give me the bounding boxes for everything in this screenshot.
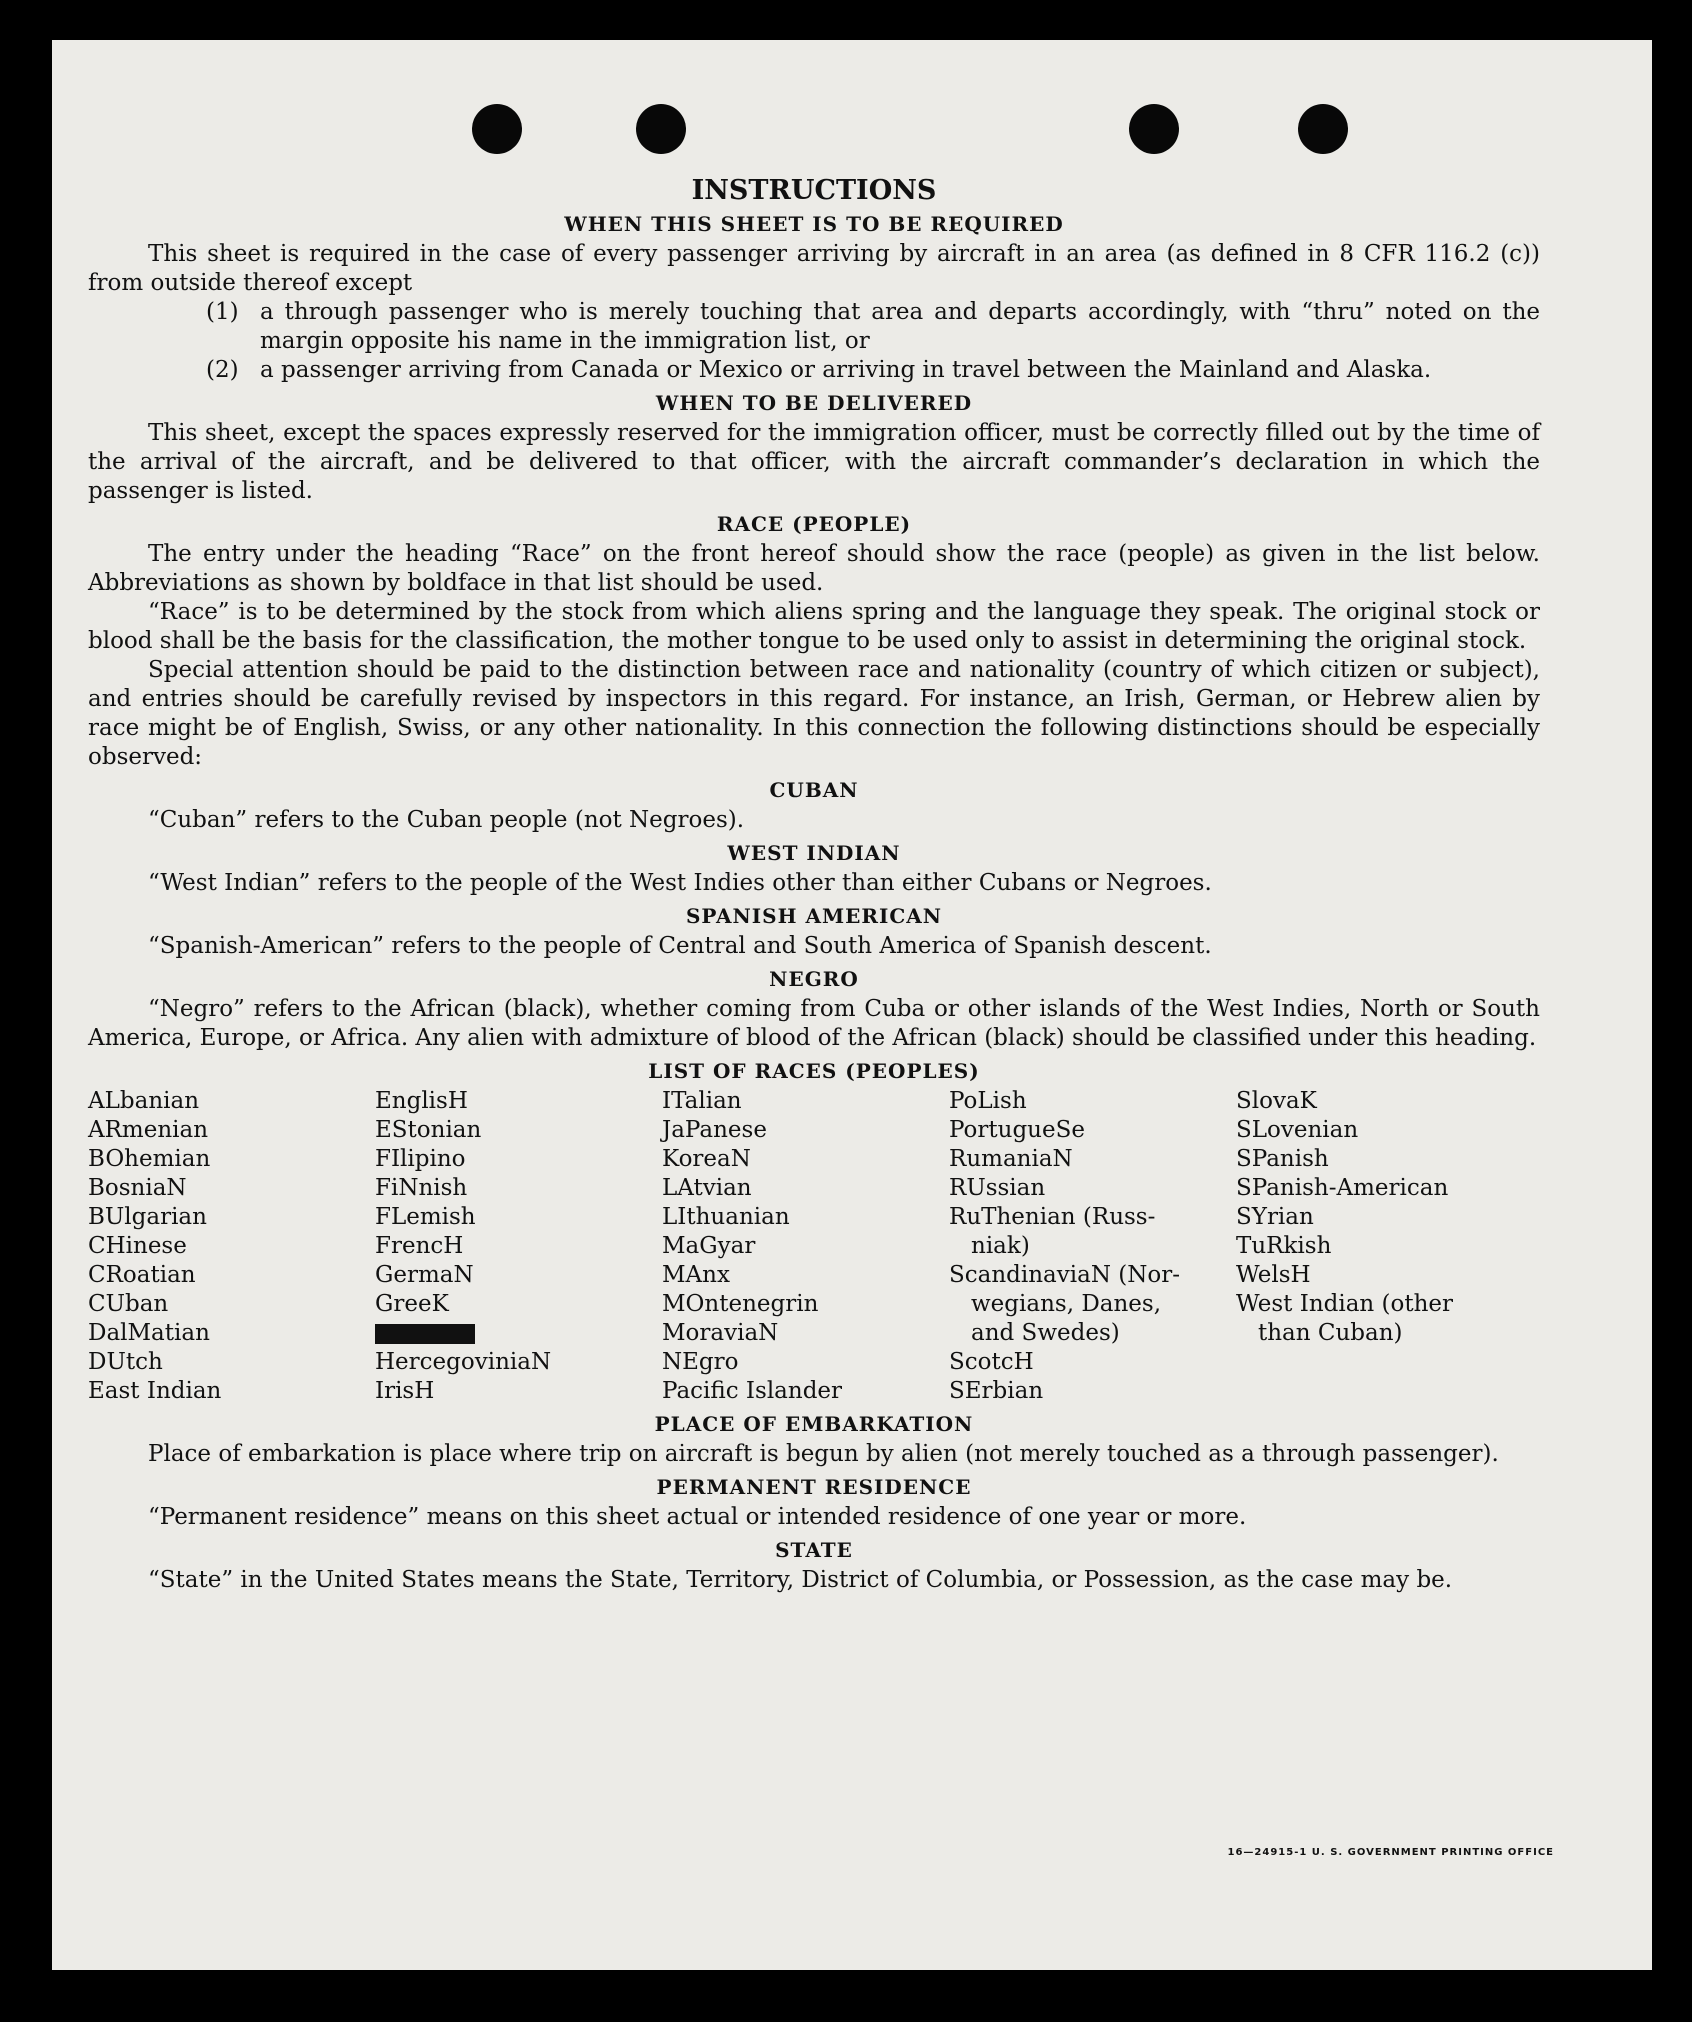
race-item: and Swedes) xyxy=(971,1320,1120,1346)
race-list xyxy=(88,1087,1540,1406)
heading-list-of-races: LIST OF RACES (PEOPLES) xyxy=(648,1059,980,1083)
item-text: a passenger arriving from Canada or Mexico or arriving in travel between the Mainland and Alaska. xyxy=(260,357,1432,383)
race-column xyxy=(88,1087,375,1406)
race-item: RUssian xyxy=(949,1175,1046,1201)
instructions-body xyxy=(88,175,1540,1595)
punch-hole xyxy=(636,104,686,154)
race-item: niak) xyxy=(971,1233,1030,1259)
race-paragraph: The entry under the heading “Race” on the front hereof should show the race (people) as given in the list below. Abbreviations as shown by boldface in that list should be used. xyxy=(88,541,1540,596)
race-item: ALbanian xyxy=(88,1088,200,1114)
race-item: SYrian xyxy=(1236,1204,1314,1230)
embarkation-text: Place of embarkation is place where trip on aircraft is begun by alien (not merely touched as a through passenger). xyxy=(148,1441,1499,1467)
heading-when-required: WHEN THIS SHEET IS TO BE REQUIRED xyxy=(564,212,1064,236)
item-number: (1) xyxy=(206,299,239,325)
race-item: PortugueSe xyxy=(949,1117,1085,1143)
heading-embarkation: PLACE OF EMBARKATION xyxy=(654,1412,974,1436)
race-item: West Indian (other xyxy=(1236,1291,1454,1317)
punch-hole xyxy=(472,104,522,154)
race-item: MoraviaN xyxy=(662,1320,779,1346)
race-item: LAtvian xyxy=(662,1175,752,1201)
when-delivered-text: This sheet, except the spaces expressly reserved for the immigration officer, must be correctly filled out by the time of the arrival of the aircraft, and be delivered to that officer, with the aircraft commander’s declaration in which the passenger is listed. xyxy=(88,420,1540,504)
west-indian-text: “West Indian” refers to the people of the West Indies other than either Cubans or Negroes. xyxy=(148,870,1212,896)
race-column xyxy=(662,1087,949,1406)
redacted-entry xyxy=(375,1319,662,1348)
exception-item xyxy=(88,298,1540,356)
race-column xyxy=(949,1087,1236,1406)
race-item: MaGyar xyxy=(662,1233,756,1259)
race-item: FLemish xyxy=(375,1204,476,1230)
document-page xyxy=(52,40,1652,1970)
punch-hole xyxy=(1129,104,1179,154)
race-item: HercegoviniaN xyxy=(375,1349,552,1375)
heading-west-indian: WEST INDIAN xyxy=(727,841,901,865)
heading-race: RACE (PEOPLE) xyxy=(716,512,912,536)
race-item: wegians, Danes, xyxy=(971,1291,1162,1317)
race-item: SLovenian xyxy=(1236,1117,1359,1143)
heading-state: STATE xyxy=(775,1538,853,1562)
race-item: RumaniaN xyxy=(949,1146,1073,1172)
race-item: CHinese xyxy=(88,1233,187,1259)
printer-imprint: 16—24915-1 U. S. GOVERNMENT PRINTING OFFICE xyxy=(1227,1847,1554,1858)
race-item: KoreaN xyxy=(662,1146,751,1172)
race-item: CRoatian xyxy=(88,1262,196,1288)
race-item: DUtch xyxy=(88,1349,163,1375)
race-column xyxy=(1236,1087,1523,1406)
race-item: LIthuanian xyxy=(662,1204,790,1230)
race-item: BOhemian xyxy=(88,1146,211,1172)
race-item: NEgro xyxy=(662,1349,739,1375)
race-item: than Cuban) xyxy=(1258,1320,1403,1346)
negro-text: “Negro” refers to the African (black), whether coming from Cuba or other islands of the West Indies, North or South America, Europe, or Africa. Any alien with admixture of blood of the African (black) should be classified under this heading. xyxy=(88,996,1540,1051)
heading-cuban: CUBAN xyxy=(769,778,859,802)
race-paragraph: “Race” is to be determined by the stock from which aliens spring and the language they speak. The original stock or blood shall be the basis for the classification, the mother tongue to be used only to assist in determining the original stock. xyxy=(88,599,1540,654)
race-item: East Indian xyxy=(88,1378,222,1404)
race-item: SlovaK xyxy=(1236,1088,1317,1114)
spanish-american-text: “Spanish-American” refers to the people of Central and South America of Spanish descent. xyxy=(148,933,1212,959)
race-item: FIlipino xyxy=(375,1146,466,1172)
punch-hole xyxy=(1298,104,1348,154)
heading-when-delivered: WHEN TO BE DELIVERED xyxy=(655,391,973,415)
race-item: MOntenegrin xyxy=(662,1291,819,1317)
race-item: DalMatian xyxy=(88,1320,210,1346)
race-item: CUban xyxy=(88,1291,169,1317)
race-item: BosniaN xyxy=(88,1175,187,1201)
race-item: ScotcH xyxy=(949,1349,1034,1375)
race-item: SPanish-American xyxy=(1236,1175,1449,1201)
race-item: EnglisH xyxy=(375,1088,468,1114)
race-item: RuThenian (Russ- xyxy=(949,1204,1156,1230)
race-item: BUlgarian xyxy=(88,1204,207,1230)
exception-item xyxy=(88,356,1540,385)
race-item: GermaN xyxy=(375,1262,474,1288)
heading-negro: NEGRO xyxy=(769,967,859,991)
race-column xyxy=(375,1087,662,1406)
state-text: “State” in the United States means the State, Territory, District of Columbia, or Possession, as the case may be. xyxy=(148,1567,1453,1593)
race-paragraph: Special attention should be paid to the distinction between race and nationality (country of which citizen or subject), and entries should be carefully revised by inspectors in this regard. For instance, an Irish, German, or Hebrew alien by race might be of English, Swiss, or any other nationality. In this connection the following distinctions should be especially observed: xyxy=(88,657,1540,770)
race-item: EStonian xyxy=(375,1117,482,1143)
race-item: FrencH xyxy=(375,1233,464,1259)
when-required-intro: This sheet is required in the case of every passenger arriving by aircraft in an area (as defined in 8 CFR 116.2 (c)) from outside thereof except xyxy=(88,241,1540,296)
residence-text: “Permanent residence” means on this sheet actual or intended residence of one year or more. xyxy=(148,1504,1247,1530)
item-number: (2) xyxy=(206,357,239,383)
race-item: WelsH xyxy=(1236,1262,1311,1288)
race-item: ARmenian xyxy=(88,1117,209,1143)
heading-spanish-american: SPANISH AMERICAN xyxy=(685,904,943,928)
race-item: PoLish xyxy=(949,1088,1027,1114)
race-item: TuRkish xyxy=(1236,1233,1332,1259)
race-item: Pacific Islander xyxy=(662,1378,843,1404)
race-item: ScandinaviaN (Nor- xyxy=(949,1262,1180,1288)
race-item: ITalian xyxy=(662,1088,742,1114)
item-text: a through passenger who is merely touching that area and departs accordingly, with “thru” noted on the margin opposite his name in the immigration list, or xyxy=(260,299,1540,354)
redaction-mark xyxy=(375,1324,475,1344)
race-item: SPanish xyxy=(1236,1146,1329,1172)
race-item: SErbian xyxy=(949,1378,1044,1404)
race-item: GreeK xyxy=(375,1291,449,1317)
cuban-text: “Cuban” refers to the Cuban people (not Negroes). xyxy=(148,807,745,833)
race-item: JaPanese xyxy=(662,1117,767,1143)
race-item: FiNnish xyxy=(375,1175,468,1201)
race-item: IrisH xyxy=(375,1378,435,1404)
page-title: INSTRUCTIONS xyxy=(691,175,937,206)
race-item: MAnx xyxy=(662,1262,730,1288)
heading-permanent-residence: PERMANENT RESIDENCE xyxy=(656,1475,972,1499)
